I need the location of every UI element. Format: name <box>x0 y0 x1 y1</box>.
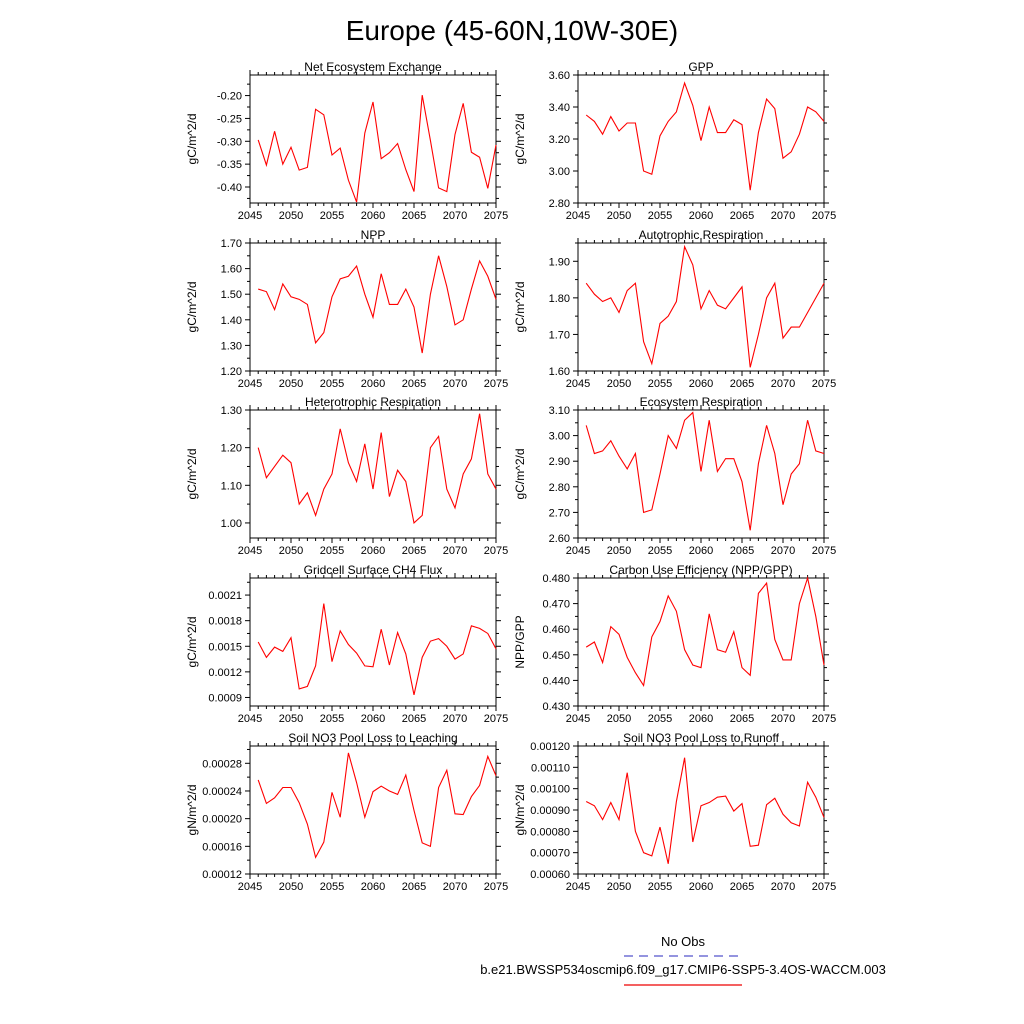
panel-title: Soil NO3 Pool Loss to Runoff <box>623 731 779 745</box>
x-tick-label: 2045 <box>565 378 591 390</box>
x-tick-label: 2060 <box>688 210 714 222</box>
series-line <box>586 83 824 190</box>
y-tick-label: 1.30 <box>220 340 242 353</box>
panel-title: GPP <box>688 60 714 74</box>
x-tick-label: 2070 <box>442 210 468 222</box>
y-axis-label: NPP/GPP <box>513 615 527 669</box>
x-tick-label: 2045 <box>237 881 263 893</box>
figure-title: Europe (45-60N,10W-30E) <box>345 15 679 46</box>
x-tick-label: 2050 <box>278 210 304 222</box>
y-tick-label: 0.0021 <box>208 590 242 603</box>
x-tick-label: 2075 <box>483 713 509 725</box>
panel-6 <box>513 395 836 557</box>
x-tick-label: 2065 <box>401 210 427 222</box>
y-tick-label: 0.0018 <box>208 615 242 628</box>
panel-title: Carbon Use Efficiency (NPP/GPP) <box>609 563 793 577</box>
y-tick-label: -0.20 <box>216 90 242 103</box>
x-tick-label: 2065 <box>729 545 755 557</box>
panel-title: Soil NO3 Pool Loss to Leaching <box>288 731 458 745</box>
panel-2 <box>513 60 836 222</box>
plot-frame <box>250 746 496 874</box>
x-tick-label: 2055 <box>319 210 345 222</box>
y-tick-label: 0.00100 <box>530 783 570 796</box>
x-tick-label: 2060 <box>360 210 386 222</box>
x-tick-label: 2045 <box>565 210 591 222</box>
series-line <box>586 247 824 368</box>
x-tick-label: 2065 <box>729 881 755 893</box>
y-tick-label: 2.60 <box>548 533 570 545</box>
x-tick-label: 2060 <box>688 378 714 390</box>
x-tick-label: 2070 <box>770 545 796 557</box>
y-tick-label: 1.10 <box>220 480 242 493</box>
plot-frame <box>578 410 824 538</box>
x-tick-label: 2055 <box>647 713 673 725</box>
x-tick-label: 2050 <box>278 713 304 725</box>
y-tick-label: 0.0012 <box>208 666 242 679</box>
panel-1 <box>185 60 508 222</box>
plot-frame <box>578 578 824 706</box>
y-axis-label: gC/m^2/d <box>185 616 199 668</box>
series-line <box>586 413 824 531</box>
x-tick-label: 2070 <box>442 545 468 557</box>
panel-8 <box>513 563 836 725</box>
y-tick-label: 0.00070 <box>530 847 570 860</box>
y-axis-label: gN/m^2/d <box>185 784 199 836</box>
x-tick-label: 2070 <box>770 713 796 725</box>
x-tick-label: 2070 <box>770 210 796 222</box>
x-tick-label: 2050 <box>278 378 304 390</box>
y-tick-label: 2.90 <box>548 456 570 469</box>
x-tick-label: 2060 <box>360 545 386 557</box>
x-tick-label: 2065 <box>401 881 427 893</box>
y-tick-label: -0.40 <box>216 182 242 194</box>
x-tick-label: 2065 <box>401 378 427 390</box>
legend-label-obs: No Obs <box>660 934 706 949</box>
x-tick-label: 2050 <box>278 545 304 557</box>
x-tick-label: 2045 <box>565 545 591 557</box>
y-tick-label: 3.00 <box>548 430 570 443</box>
y-tick-label: 1.00 <box>220 517 242 530</box>
chart-panels <box>185 60 836 893</box>
y-tick-label: -0.25 <box>216 113 242 126</box>
plot-frame <box>250 410 496 538</box>
y-tick-label: 1.30 <box>220 405 242 417</box>
x-tick-label: 2060 <box>360 713 386 725</box>
panel-title: Net Ecosystem Exchange <box>304 60 442 74</box>
y-tick-label: 1.60 <box>220 263 242 276</box>
x-tick-label: 2045 <box>565 713 591 725</box>
plot-frame <box>250 578 496 706</box>
y-tick-label: 0.0009 <box>208 692 242 705</box>
y-axis-label: gC/m^2/d <box>185 113 199 165</box>
plot-frame <box>250 75 496 203</box>
y-tick-label: 0.00016 <box>202 841 242 854</box>
y-tick-label: 0.00012 <box>202 869 242 881</box>
y-tick-label: 0.00090 <box>530 805 570 817</box>
x-tick-label: 2065 <box>401 545 427 557</box>
y-tick-label: -0.35 <box>216 159 242 172</box>
x-tick-label: 2055 <box>319 713 345 725</box>
series-line <box>258 414 496 523</box>
y-tick-label: 1.20 <box>220 442 242 455</box>
y-tick-label: 0.460 <box>542 624 570 637</box>
y-tick-label: 0.00028 <box>202 758 242 771</box>
x-tick-label: 2050 <box>606 378 632 390</box>
x-tick-label: 2045 <box>565 881 591 893</box>
x-tick-label: 2070 <box>442 713 468 725</box>
panel-4 <box>513 228 836 390</box>
y-tick-label: 1.80 <box>548 292 570 305</box>
x-tick-label: 2075 <box>483 545 509 557</box>
panel-3 <box>185 228 508 390</box>
x-tick-label: 2050 <box>606 210 632 222</box>
panel-title: Ecosystem Respiration <box>639 395 763 409</box>
x-tick-label: 2075 <box>483 378 509 390</box>
x-tick-label: 2065 <box>401 713 427 725</box>
x-tick-label: 2060 <box>360 378 386 390</box>
x-tick-label: 2070 <box>770 881 796 893</box>
x-tick-label: 2050 <box>606 881 632 893</box>
x-tick-label: 2055 <box>319 378 345 390</box>
panel-9 <box>185 731 508 893</box>
x-tick-label: 2065 <box>729 210 755 222</box>
x-tick-label: 2055 <box>647 378 673 390</box>
y-tick-label: 2.80 <box>548 481 570 494</box>
x-tick-label: 2045 <box>237 545 263 557</box>
x-tick-label: 2055 <box>647 881 673 893</box>
series-line <box>258 604 496 695</box>
x-tick-label: 2075 <box>483 210 509 222</box>
panel-title: Autotrophic Respiration <box>638 228 764 242</box>
series-line <box>258 753 496 857</box>
y-axis-label: gC/m^2/d <box>513 281 527 333</box>
panel-title: Gridcell Surface CH4 Flux <box>303 563 443 577</box>
y-tick-label: 0.430 <box>542 701 570 713</box>
x-tick-label: 2070 <box>770 378 796 390</box>
x-tick-label: 2055 <box>319 545 345 557</box>
y-tick-label: 0.470 <box>542 598 570 611</box>
x-tick-label: 2055 <box>319 881 345 893</box>
y-tick-label: 1.20 <box>220 366 242 378</box>
y-tick-label: 1.60 <box>548 366 570 378</box>
x-tick-label: 2070 <box>442 378 468 390</box>
y-axis-label: gC/m^2/d <box>185 281 199 333</box>
y-tick-label: 0.00060 <box>530 869 570 881</box>
x-tick-label: 2045 <box>237 210 263 222</box>
x-tick-label: 2065 <box>729 713 755 725</box>
x-tick-label: 2075 <box>483 881 509 893</box>
y-axis-label: gC/m^2/d <box>185 448 199 500</box>
x-tick-label: 2060 <box>688 881 714 893</box>
x-tick-label: 2070 <box>442 881 468 893</box>
y-tick-label: 3.60 <box>548 70 570 82</box>
x-tick-label: 2075 <box>811 210 837 222</box>
legend-label-model: b.e21.BWSSP534oscmip6.f09_g17.CMIP6-SSP5-3.4OS-WACCM.003 <box>480 962 886 977</box>
x-tick-label: 2050 <box>278 881 304 893</box>
y-tick-label: 0.00120 <box>530 741 570 753</box>
y-tick-label: 0.0015 <box>208 641 242 654</box>
x-tick-label: 2075 <box>811 881 837 893</box>
panel-title: NPP <box>360 228 386 242</box>
y-tick-label: 0.00024 <box>202 785 242 798</box>
y-tick-label: 3.10 <box>548 405 570 417</box>
x-tick-label: 2045 <box>237 713 263 725</box>
y-tick-label: 3.00 <box>548 166 570 178</box>
y-tick-label: 2.70 <box>548 507 570 520</box>
x-tick-label: 2060 <box>688 545 714 557</box>
x-tick-label: 2075 <box>811 545 837 557</box>
y-tick-label: 1.40 <box>220 314 242 327</box>
y-axis-label: gC/m^2/d <box>513 113 527 165</box>
y-tick-label: 2.80 <box>548 198 570 210</box>
y-tick-label: 3.20 <box>548 134 570 146</box>
panel-7 <box>185 563 508 725</box>
series-line <box>586 578 824 686</box>
y-tick-label: 1.50 <box>220 289 242 302</box>
y-tick-label: 3.40 <box>548 102 570 114</box>
y-tick-label: 0.450 <box>542 649 570 662</box>
legend <box>480 934 886 985</box>
y-tick-label: 0.480 <box>542 573 570 585</box>
y-tick-label: -0.30 <box>216 136 242 149</box>
plot-frame <box>250 243 496 371</box>
x-tick-label: 2055 <box>647 210 673 222</box>
y-tick-label: 1.70 <box>220 238 242 250</box>
x-tick-label: 2050 <box>606 545 632 557</box>
x-tick-label: 2065 <box>729 378 755 390</box>
x-tick-label: 2050 <box>606 713 632 725</box>
x-tick-label: 2075 <box>811 713 837 725</box>
y-axis-label: gC/m^2/d <box>513 448 527 500</box>
y-tick-label: 0.00020 <box>202 813 242 826</box>
x-tick-label: 2055 <box>647 545 673 557</box>
series-line <box>586 758 824 864</box>
y-tick-label: 0.440 <box>542 675 570 688</box>
series-line <box>258 95 496 202</box>
x-tick-label: 2045 <box>237 378 263 390</box>
x-tick-label: 2075 <box>811 378 837 390</box>
x-tick-label: 2060 <box>688 713 714 725</box>
y-tick-label: 1.90 <box>548 256 570 269</box>
panel-10 <box>513 731 836 893</box>
y-tick-label: 0.00080 <box>530 826 570 839</box>
series-line <box>258 256 496 353</box>
x-tick-label: 2060 <box>360 881 386 893</box>
y-tick-label: 1.70 <box>548 329 570 342</box>
panel-5 <box>185 395 508 557</box>
y-axis-label: gN/m^2/d <box>513 784 527 836</box>
panel-title: Heterotrophic Respiration <box>304 395 442 409</box>
y-tick-label: 0.00110 <box>531 762 570 775</box>
